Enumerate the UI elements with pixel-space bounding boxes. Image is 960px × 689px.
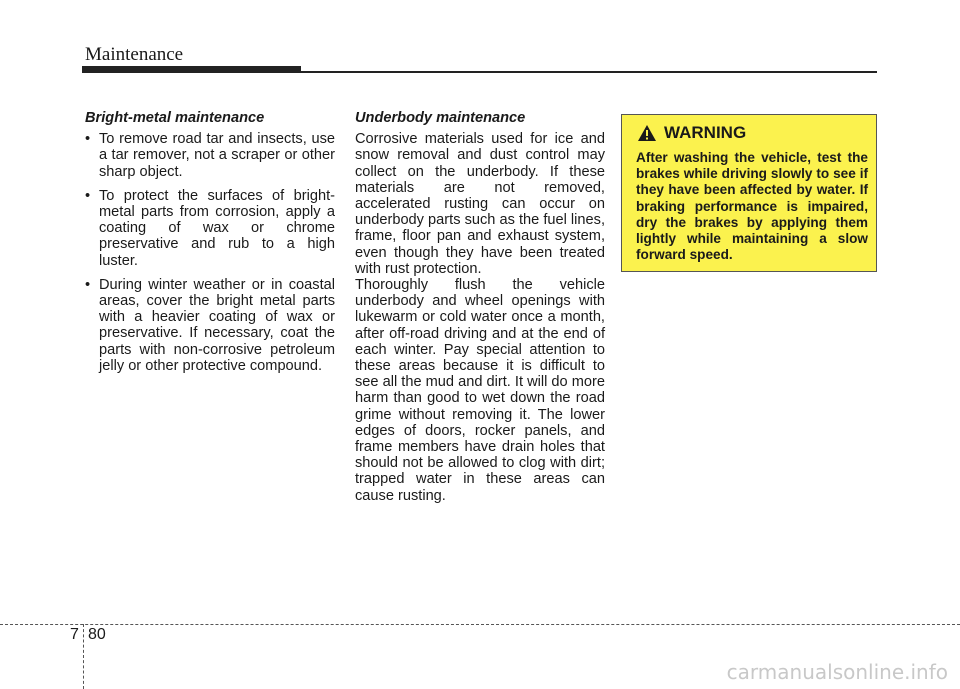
list-item: • To protect the surfaces of bright-metal parts from corrosion, apply a coating of wax or chrome preservative and rub to a high luster. [85,188,335,269]
page-number: 80 [88,626,106,643]
left-column [85,110,335,382]
underbody-heading: Underbody maintenance [355,110,526,126]
warning-box [621,114,877,272]
middle-column [355,110,605,504]
footer-rule [0,624,960,625]
list-item: • To remove road tar and insects, use a tar remover, not a scraper or other sharp object. [85,131,335,180]
bright-metal-list [85,131,335,374]
footer-divider [83,624,84,689]
list-item: • During winter weather or in coastal areas, cover the bright metal parts with a heavier coating of wax or preservative. If necessary, coat the parts with non-corrosive petroleum jelly or other protective compound. [85,277,335,374]
bright-metal-heading: Bright-metal maintenance [85,110,265,126]
warning-header [637,123,746,143]
warning-title: WARNING [664,123,747,142]
warning-triangle-icon [637,124,657,142]
underbody-paragraph: Corrosive materials used for ice and snow removal and dust control may collect on the underbody. If these materials are not removed, accelerated rusting can occur on underbody parts such as the fuel lines, frame, floor pan and exhaust system, even though they have been treated with rust protection. [355,131,605,277]
header-rule [82,71,877,73]
page-section-title: Maintenance [85,44,184,65]
warning-body: After washing the vehicle, test the brakes while driving slowly to see if they have been affected by water. If braking performance is impaired, dry the brakes by applying them lightly while maintaining a slow forward speed. [636,150,868,263]
underbody-paragraph: Thoroughly flush the vehicle underbody and wheel openings with lukewarm or cold water once a month, after off-road driving and at the end of each winter. Pay special attention to these areas because it is difficult to see all the mud and dirt. It will do more harm than good to wet down the road grime without removing it. The lower edges of doors, rocker panels, and frame members have drain holes that should not be allowed to clog with dirt; trapped water in these areas can cause rusting. [355,277,605,504]
watermark: carmanualsonline.info [726,660,948,684]
chapter-number: 7 [70,626,79,643]
